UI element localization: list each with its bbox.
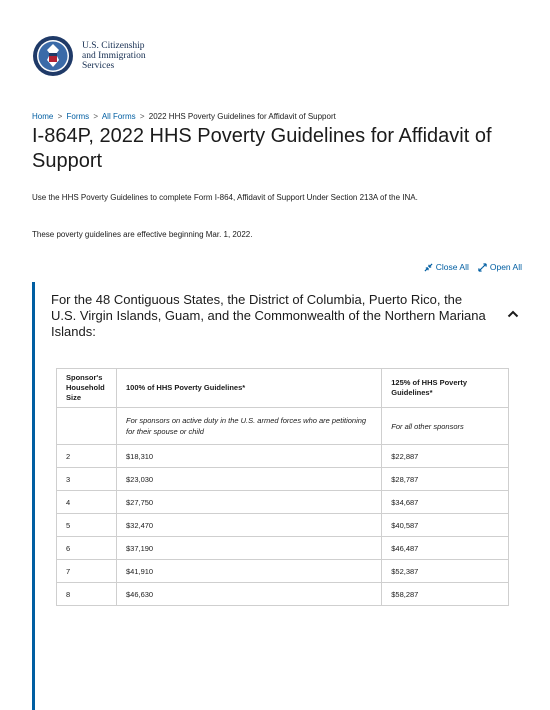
table-row — [57, 560, 509, 583]
breadcrumb-separator: > — [93, 112, 99, 121]
table-cell: $18,310 — [116, 445, 381, 468]
agency-line: Services — [82, 61, 115, 71]
accordion-controls — [424, 262, 522, 272]
poverty-guidelines-accordion — [32, 282, 525, 710]
table-header-row — [57, 369, 509, 408]
table-cell: $41,910 — [116, 560, 381, 583]
table-cell: $58,287 — [382, 583, 509, 606]
breadcrumb-separator: > — [139, 112, 145, 121]
intro-text: Use the HHS Poverty Guidelines to complete Form I-864, Affidavit of Support Under Section 213A of the INA. — [32, 193, 418, 202]
open-all-label: Open All — [489, 262, 522, 272]
close-all-label: Close All — [435, 262, 469, 272]
table-cell: $23,030 — [116, 468, 381, 491]
table-row — [57, 468, 509, 491]
table-cell: 8 — [57, 583, 117, 606]
breadcrumb-home-link[interactable]: Home — [32, 112, 54, 121]
collapse-arrows-icon — [424, 263, 433, 272]
table-cell: 5 — [57, 514, 117, 537]
table-row — [57, 537, 509, 560]
breadcrumb-current: 2022 HHS Poverty Guidelines for Affidavit of Support — [148, 112, 336, 121]
breadcrumb-all-forms-link[interactable]: All Forms — [101, 112, 136, 121]
table-cell: $34,687 — [382, 491, 509, 514]
agency-line: and Immigration — [82, 51, 146, 61]
table-cell: $46,630 — [116, 583, 381, 606]
table-row — [57, 445, 509, 468]
breadcrumb-forms-link[interactable]: Forms — [66, 112, 90, 121]
table-cell: 4 — [57, 491, 117, 514]
table-cell: For all other sponsors — [382, 408, 509, 445]
agency-line: U.S. Citizenship — [82, 41, 145, 51]
table-cell: 3 — [57, 468, 117, 491]
table-row — [57, 583, 509, 606]
breadcrumb-separator: > — [57, 112, 63, 121]
column-header-household-size: Sponsor's Household Size — [57, 369, 117, 408]
table-cell: $22,887 — [382, 445, 509, 468]
table-cell: $46,487 — [382, 537, 509, 560]
table-cell: $27,750 — [116, 491, 381, 514]
close-all-button[interactable] — [424, 262, 469, 272]
open-all-button[interactable] — [478, 262, 522, 272]
chevron-up-icon[interactable] — [507, 310, 519, 318]
table-subheader-row — [57, 408, 509, 445]
agency-name — [82, 41, 146, 71]
table-cell: $28,787 — [382, 468, 509, 491]
dhs-seal-icon — [32, 35, 74, 77]
breadcrumb — [32, 112, 336, 121]
expand-arrows-icon — [478, 263, 487, 272]
effective-date-text: These poverty guidelines are effective beginning Mar. 1, 2022. — [32, 230, 253, 239]
table-cell: 7 — [57, 560, 117, 583]
poverty-guidelines-table — [56, 368, 509, 606]
table-cell: $37,190 — [116, 537, 381, 560]
table-cell: $52,387 — [382, 560, 509, 583]
table-cell — [57, 408, 117, 445]
page-title: I-864P, 2022 HHS Poverty Guidelines for Affidavit of Support — [32, 125, 492, 172]
table-cell: $40,587 — [382, 514, 509, 537]
accordion-heading[interactable]: For the 48 Contiguous States, the District of Columbia, Puerto Rico, the U.S. Virgin Islands, Guam, and the Commonwealth of the Northern Mariana Islands: — [51, 292, 486, 339]
table-cell: 6 — [57, 537, 117, 560]
table-cell: 2 — [57, 445, 117, 468]
table-cell: For sponsors on active duty in the U.S. armed forces who are petitioning for their spouse or child — [116, 408, 381, 445]
column-header-100-percent: 100% of HHS Poverty Guidelines* — [116, 369, 381, 408]
column-header-125-percent: 125% of HHS Poverty Guidelines* — [382, 369, 509, 408]
table-row — [57, 514, 509, 537]
table-cell: $32,470 — [116, 514, 381, 537]
table-row — [57, 491, 509, 514]
uscis-logo[interactable] — [32, 35, 146, 77]
